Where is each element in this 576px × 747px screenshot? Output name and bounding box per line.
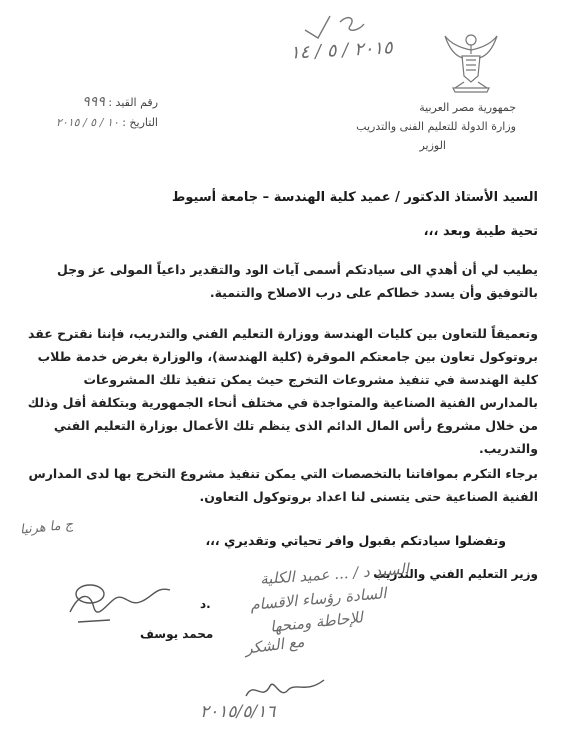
addressee: السيد الأستاذ الدكتور / عميد كلية الهندسة – جامعة أسيوط [171, 190, 538, 205]
closing-line: وتفضلوا سيادتكم بقبول وافر تحياتي وتقديري ،،، [205, 533, 506, 548]
reference-block [8, 92, 158, 133]
greeting: تحية طيبة وبعد ،،، [423, 224, 538, 239]
handwritten-note-line: السادة رؤساء الاقسام [249, 584, 388, 614]
paragraph-2: وتعميقاً للتعاون بين كليات الهندسة ووزارة التعليم الفني والتدريب، فإننا نقترح عقد بروتوكول تعاون بين جامعتكم الموقرة (كلية الهندسة)، والوزارة بغرض خدمة طلاب كلية الهندسة في تنفيذ مشروعات التخرج حيث يمكن تنفيذ تلك المشروعات بالمدارس الفنية الصناعية والمتواجدة في مختلف أنحاء الجمهورية وبتكلفة أقل وذلك من خلال مشروع رأس المال الدائم الذى ينظم تلك الأعمال بوزارة التعليم الفني والتدريب. [27, 326, 538, 456]
incoming-mark-icon [300, 10, 370, 40]
letterhead [316, 98, 516, 155]
reference-row [8, 92, 158, 113]
paragraph-3: برجاء التكرم بموافاتنا بالتخصصات التي يمكن تنفيذ مشروع التخرج بها لدى المدارس الفنية الصناعية حتى يتسنى لنا اعداد بروتوكول التعاون. [28, 466, 538, 504]
ministry-name: وزارة الدولة للتعليم الفنى والتدريب [356, 120, 516, 133]
date-row [8, 113, 158, 133]
reference-value: ٩٩٩ [82, 94, 105, 110]
minister-signature [60, 572, 200, 632]
date-label: التاريخ : [122, 116, 158, 129]
incoming-date-handwritten: ٢٠١٥ / ٥ / ١٤ [289, 37, 394, 64]
date-value: ١٠ / ٥ / ٢٠١٥ [55, 116, 119, 129]
handwritten-note-line: مع الشكر [244, 632, 306, 658]
handwritten-note-line: للإحاطة ومنحها [269, 608, 364, 636]
margin-handwritten-note: ج ما هرنيا [19, 517, 74, 538]
signer-prefix: د. [200, 597, 211, 611]
handwritten-note-line: السيد د / ... عميد الكلية [259, 559, 410, 589]
signer-name: محمد يوسف [140, 627, 214, 641]
country-name: جمهورية مصر العربية [419, 101, 516, 114]
paragraph-1: يطيب لي أن أهدي الى سيادتكم أسمى آيات الود والتقدير داعياً المولى عز وجل بالتوفيق وأن يسدد خطاكم على درب الاصلاح والتنمية. [56, 262, 538, 300]
reference-label: رقم القيد : [108, 96, 158, 109]
signer-title: وزير التعليم الفني والتدريب [373, 567, 538, 581]
eagle-emblem-icon [441, 30, 501, 94]
dean-signature [240, 672, 330, 706]
handwritten-date-bottom: ٢٠١٥/٥/١٦ [200, 702, 276, 722]
office-name: الوزير [419, 139, 446, 152]
